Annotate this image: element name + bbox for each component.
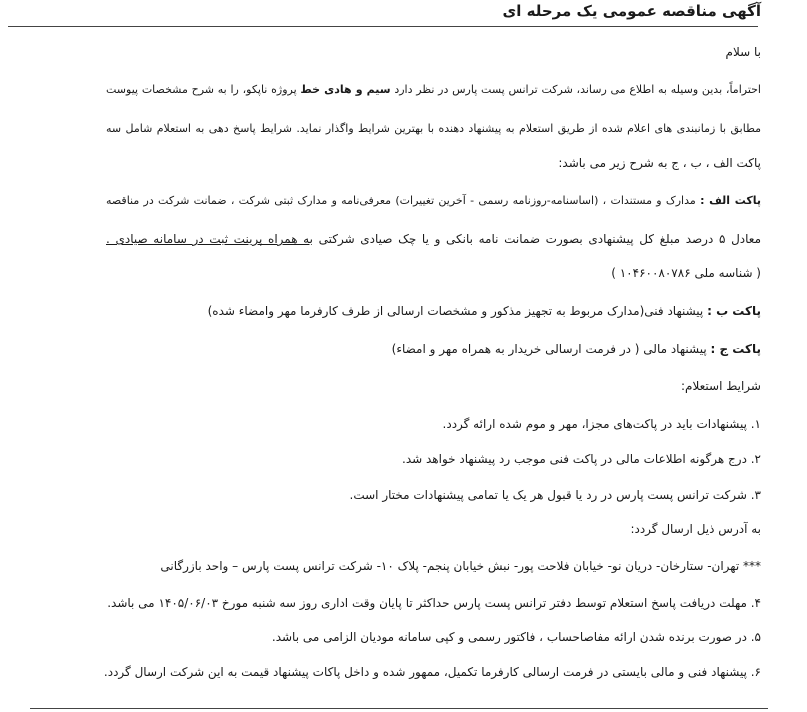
packet-b-text: پیشنهاد فنی(مدارک مربوط به تجهیز مذکور و مشخصات ارسالی از طرف کارفرما مهر وامضاء شده) [207, 304, 704, 318]
packet-c-label: پاکت ج : [710, 342, 761, 356]
intro-line-3: پاکت الف ، ب ، ج به شرح زیر می باشد: [558, 156, 761, 170]
packet-a-sayad-note: به همراه پرینت ثبت در سامانه صیادی . [106, 232, 313, 246]
address-line: *** تهران- ستارخان- دریان نو- خیابان فلاحت پور- نبش خیابان پنجم- پلاک ۱۰- شرکت ترانس پست پارس – واحد بازرگانی [160, 559, 761, 573]
packet-a-text-2: معادل ۵ درصد مبلغ کل پیشنهادی بصورت ضمانت نامه بانکی و یا چک صیادی شرکتی [318, 232, 762, 246]
condition-item-5: ۵. در صورت برنده شدن ارائه مفاصاحساب ، فاکتور رسمی و کپی سامانه مودیان الزامی می باشد. [271, 630, 761, 644]
condition-item-4: ۴. مهلت دریافت پاسخ استعلام توسط دفتر ترانس پست پارس حداکثر تا پایان وقت اداری روز سه شنبه مورخ ۱۴۰۵/۰۶/۰۳ می باشد. [107, 596, 761, 610]
packet-b-label: پاکت ب : [707, 304, 761, 318]
condition-item-3: ۳. شرکت ترانس پست پارس در رد یا قبول هر یک یا تمامی پیشنهادات مختار است. [349, 488, 761, 502]
condition-item-2: ۲. درج هرگونه اطلاعات مالی در پاکت فنی موجب رد پیشنهاد خواهد شد. [402, 452, 761, 466]
packet-a-national-id: ( شناسه ملی ۱۰۴۶۰۰۸۰۷۸۶ ) [611, 266, 761, 280]
packet-a-line-2 [106, 230, 761, 248]
packet-c-line [392, 340, 761, 358]
greeting: با سلام [725, 45, 761, 59]
condition-item-6: ۶. پیشنهاد فنی و مالی بایستی در فرمت ارسالی کارفرما تکمیل، ممهور شده و داخل پاکات پیشنهاد قیمت به این شرکت ارسال گردد. [103, 665, 761, 679]
title-divider [8, 26, 758, 27]
page-bottom-divider [30, 708, 768, 709]
packet-a-line-1 [106, 192, 761, 210]
intro-line-1-subject: سیم و هادی خط [300, 83, 391, 96]
packet-c-text: پیشنهاد مالی ( در فرمت ارسالی خریدار به همراه مهر و امضاء) [391, 342, 707, 356]
packet-b-line [208, 302, 761, 320]
packet-a-label: پاکت الف : [700, 194, 761, 207]
intro-line-2: مطابق با زمانبندی های اعلام شده از طریق استعلام به پیشنهاد دهنده با بهترین شرایط واگذار نماید. شرایط پاسخ دهی به استعلام شامل سه [106, 122, 761, 135]
intro-line-1-start: احتراماً، بدین وسیله به اطلاع می رساند، شرکت ترانس پست پارس در نظر دارد [394, 83, 761, 96]
condition-item-1: ۱. پیشنهادات باید در پاکت‌های مجزا، مهر و موم شده ارائه گردد. [442, 417, 761, 431]
packet-a-text-1: مدارک و مستندات ، (اساسنامه-روزنامه رسمی - آخرین تغییرات) معرفی‌نامه و مدارک ثبتی شرکت ، ضمانت شرکت در مناقصه [106, 194, 696, 207]
conditions-heading: شرایط استعلام: [681, 379, 761, 393]
document-title: آگهی مناقصه عمومی یک مرحله ای [502, 2, 761, 20]
intro-line-1-end: پروژه ناپکو، را به شرح مشخصات پیوست [106, 83, 297, 96]
address-heading: به آدرس ذیل ارسال گردد: [630, 522, 761, 536]
intro-line-1 [106, 81, 761, 99]
